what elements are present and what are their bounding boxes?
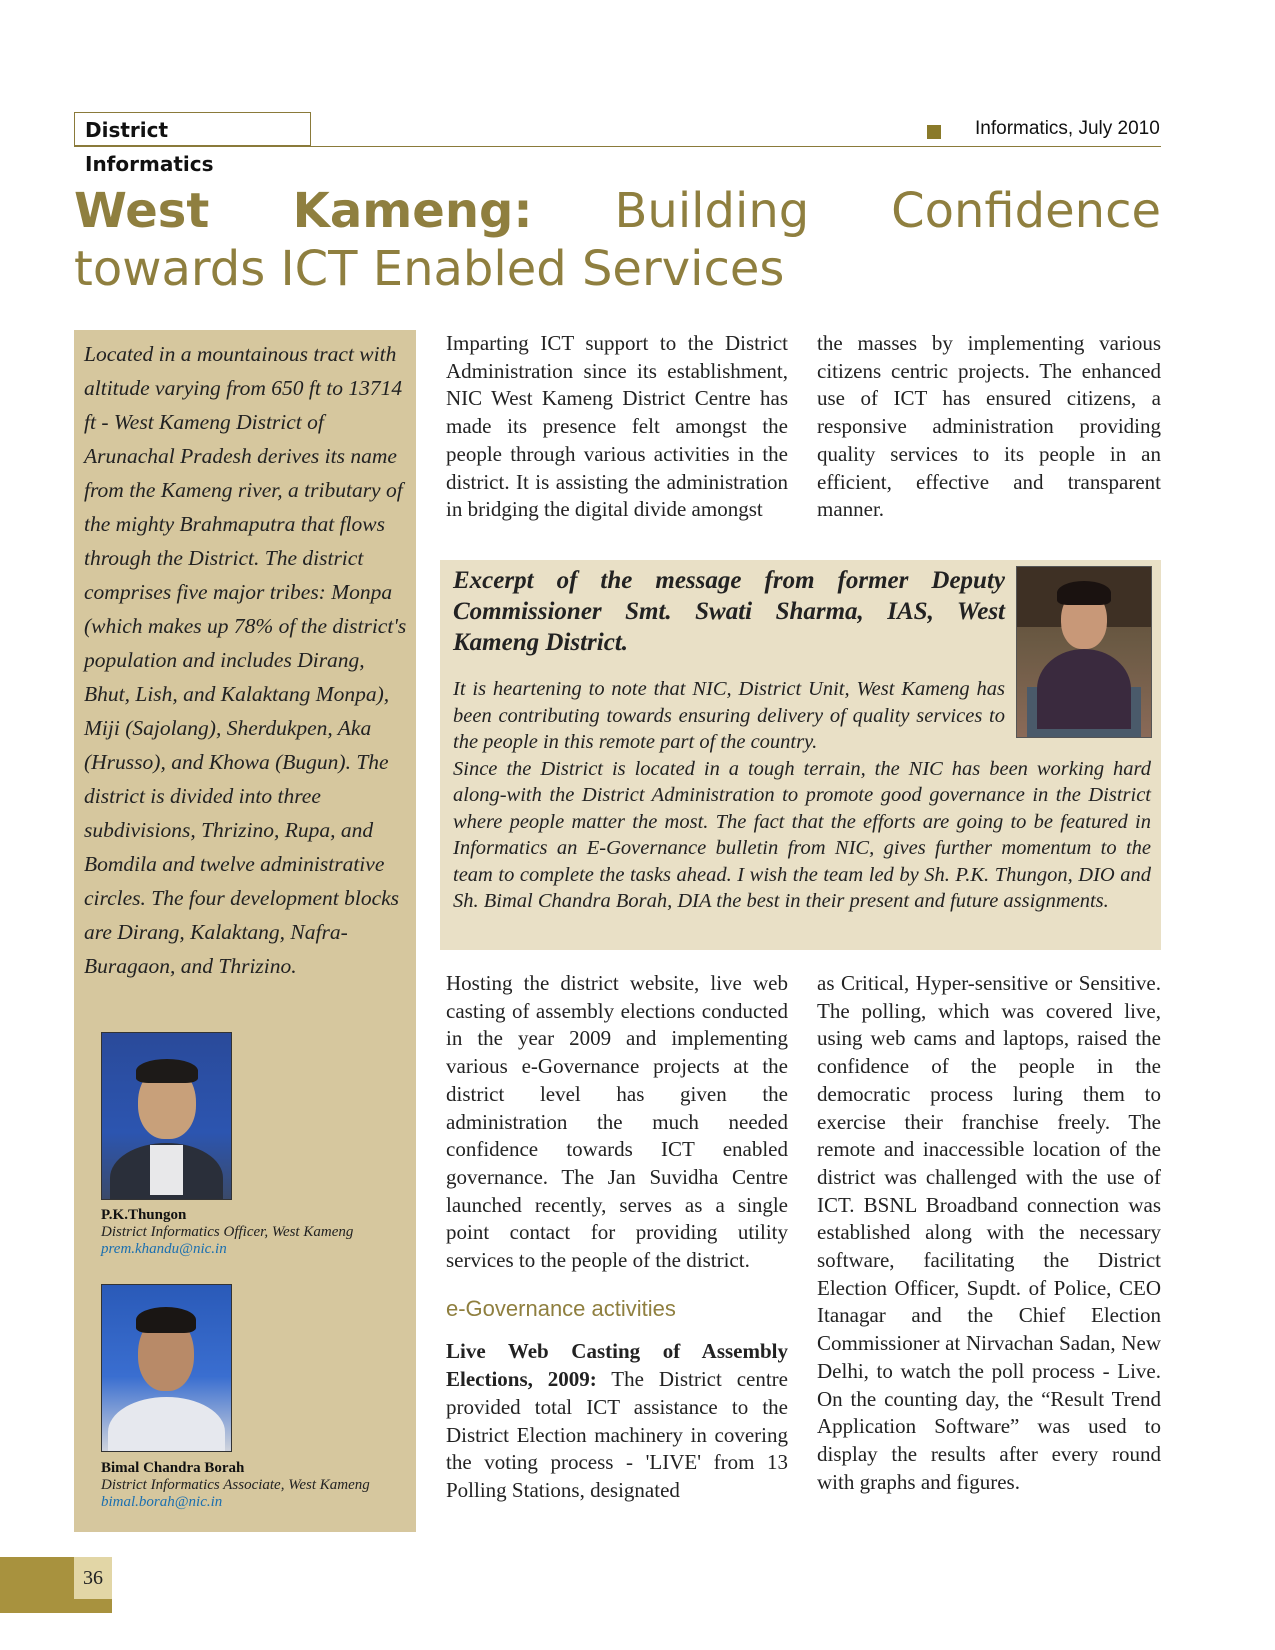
body-column-2 (817, 970, 1161, 1496)
intro-paragraph: Imparting ICT support to the District Administration since its establishment, NIC West Kameng District Centre has made its presence felt amongst the people through various activities in the district. It is assisting the administration in bridging the digital divide amongst (446, 331, 788, 522)
page-number-underbar (74, 1599, 112, 1613)
quote-text (453, 676, 1151, 915)
intro-column-1 (446, 330, 788, 524)
title-rest: Building Confidence towards ICT Enabled Services (74, 183, 1161, 297)
author-email[interactable]: bimal.borah@nic.in (101, 1494, 223, 1510)
author-photo-icon (101, 1284, 232, 1452)
body-paragraph: as Critical, Hyper-sensitive or Sensitive. The polling, which was covered live, using web cams and laptops, raised the confidence of the people in the democratic process luring them to exercise their franchise freely. The remote and inaccessible location of the district was challenged with the use of ICT. BSNL Broadband connection was established along with the necessary software, facilitating the District Election Officer, Supdt. of Police, CEO Itanagar and the Chief Election Commissioner at Nirvachan Sadan, New Delhi, to watch the poll process - Live. On the counting day, the “Result Trend Application Software” was used to display the results after every round with graphs and figures. (817, 971, 1161, 1494)
author-caption (101, 1207, 411, 1258)
author-role: District Informatics Officer, West Kameng (101, 1224, 354, 1240)
title-bold: West Kameng: (74, 183, 533, 239)
author-role: District Informatics Associate, West Kameng (101, 1477, 370, 1493)
author-name: Bimal Chandra Borah (101, 1460, 245, 1476)
quote-text-part1: It is heartening to note that NIC, District Unit, West Kameng has been contributing towards ensuring delivery of quality services to the people in this remote part of the country. (453, 678, 1005, 753)
issue-label: Informatics, July 2010 (975, 118, 1160, 139)
author-caption (101, 1460, 416, 1511)
body-paragraph: Hosting the district website, live web casting of assembly elections conducted in the year 2009 and implementing various e-Governance projects at the district level has given the administration the much needed confidence towards ICT enabled governance. The Jan Suvidha Centre launched recently, serves as a single point contact for providing utility services to the people of the district. (446, 971, 788, 1273)
square-bullet-icon (927, 125, 941, 139)
header-rule (74, 146, 1161, 147)
body-column-1 (446, 970, 788, 1505)
section-label: District Informatics (74, 112, 311, 146)
sidebar-intro: Located in a mountainous tract with altitude varying from 650 ft to 13714 ft - West Kameng District of Arunachal Pradesh derives its name from the Kameng river, a tributary of the mighty Brahmaputra that flows through the District. The district comprises five major tribes: Monpa (which makes up 78% of the district's population and includes Dirang, Bhut, Lish, and Kalaktang Monpa), Miji (Sajolang), Sherdukpen, Aka (Hrusso), and Khowa (Bugun). The district is divided into three subdivisions, Thrizino, Rupa, and Bomdila and twelve administrative circles. The four development blocks are Dirang, Kalaktang, Nafra-Buragaon, and Thrizino. (84, 342, 407, 978)
author-email[interactable]: prem.khandu@nic.in (101, 1241, 227, 1257)
lead-text: The District centre provided total ICT assistance to the District Election machinery in covering the voting process - 'LIVE' from 13 Polling Stations, designated (446, 1367, 788, 1502)
page-number: 36 (74, 1557, 112, 1599)
author-photo-icon (101, 1032, 232, 1200)
article-title (74, 182, 1161, 298)
subheading: e-Governance activities (446, 1295, 676, 1321)
intro-column-2 (817, 330, 1161, 524)
page-number-bar (0, 1557, 74, 1613)
author-name: P.K.Thungon (101, 1207, 187, 1223)
lead-bold: Live Web Casting of Assembly Elections, 2009: (446, 1339, 788, 1392)
intro-paragraph: the masses by implementing various citizens centric projects. The enhanced use of ICT has ensured citizens, a responsive administration providing quality services to its people in an efficient, effective and transparent manner. (817, 331, 1161, 522)
quote-heading: Excerpt of the message from former Deputy Commissioner Smt. Swati Sharma, IAS, West Kameng District. (453, 567, 1005, 656)
body-paragraph (446, 1338, 788, 1504)
quote-text-part2: Since the District is located in a tough terrain, the NIC has been working hard along-with the District Administration to promote good governance in the District where people matter the most. The fact that the efforts are going to be featured in Informatics an E-Governance bulletin from NIC, gives further momentum to the team to complete the tasks ahead. I wish the team led by Sh. P.K. Thungon, DIO and Sh. Bimal Chandra Borah, DIA the best in their present and future assignments. (453, 757, 1151, 912)
